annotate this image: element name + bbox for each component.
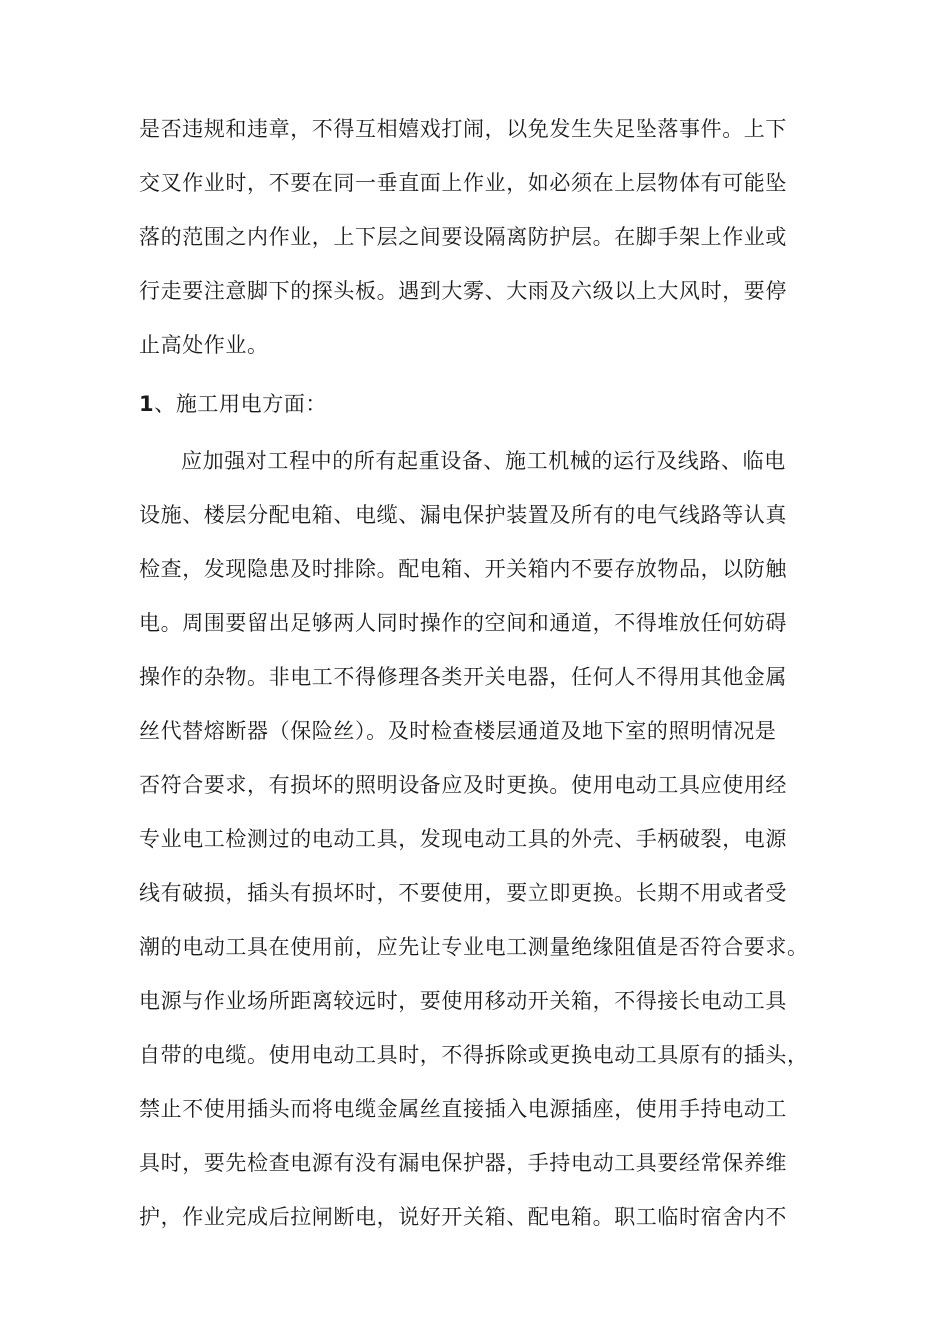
text-line: 止高处作业。 (139, 333, 269, 357)
text-line: 线有破损，插头有损坏时，不要使用，要立即更换。长期不用或者受 (139, 881, 787, 905)
text-line: 具时，要先检查电源有没有漏电保护器，手持电动工具要经常保养维 (139, 1151, 787, 1175)
text-line: 丝代替熔断器（保险丝）。及时检查楼层通道及地下室的照明情况是 (139, 719, 777, 743)
text-line: 电。周围要留出足够两人同时操作的空间和通道，不得堆放任何妨碍 (139, 611, 787, 635)
section-title: 、施工用电方面： (154, 392, 328, 416)
section-number: 1 (139, 392, 155, 416)
text-line: 操作的杂物。非电工不得修理各类开关电器，任何人不得用其他金属 (139, 665, 787, 689)
text-line: 落的范围之内作业，上下层之间要设隔离防护层。在脚手架上作业或 (139, 225, 787, 249)
section-heading (139, 390, 327, 418)
text-line: 禁止不使用插头而将电缆金属丝直接插入电源插座，使用手持电动工 (139, 1097, 787, 1121)
text-line: 自带的电缆。使用电动工具时，不得拆除或更换电动工具原有的插头， (139, 1043, 809, 1067)
text-line: 电源与作业场所距离较远时，要使用移动开关箱，不得接长电动工具 (139, 989, 787, 1013)
text-line: 交叉作业时，不要在同一垂直面上作业，如必须在上层物体有可能坠 (139, 171, 787, 195)
text-line: 专业电工检测过的电动工具，发现电动工具的外壳、手柄破裂，电源 (139, 827, 787, 851)
text-line: 应加强对工程中的所有起重设备、施工机械的运行及线路、临电 (181, 449, 786, 473)
text-line: 行走要注意脚下的探头板。遇到大雾、大雨及六级以上大风时，要停 (139, 279, 787, 303)
text-line: 否符合要求，有损坏的照明设备应及时更换。使用电动工具应使用经 (139, 773, 787, 797)
text-line: 潮的电动工具在使用前，应先让专业电工测量绝缘阻值是否符合要求。 (139, 935, 809, 959)
text-line: 检查，发现隐患及时排除。配电箱、开关箱内不要存放物品，以防触 (139, 557, 787, 581)
text-line: 护，作业完成后拉闸断电，说好开关箱、配电箱。职工临时宿舍内不 (139, 1205, 787, 1229)
text-line: 设施、楼层分配电箱、电缆、漏电保护装置及所有的电气线路等认真 (139, 503, 787, 527)
text-line: 是否违规和违章，不得互相嬉戏打闹，以免发生失足坠落事件。上下 (139, 117, 787, 141)
